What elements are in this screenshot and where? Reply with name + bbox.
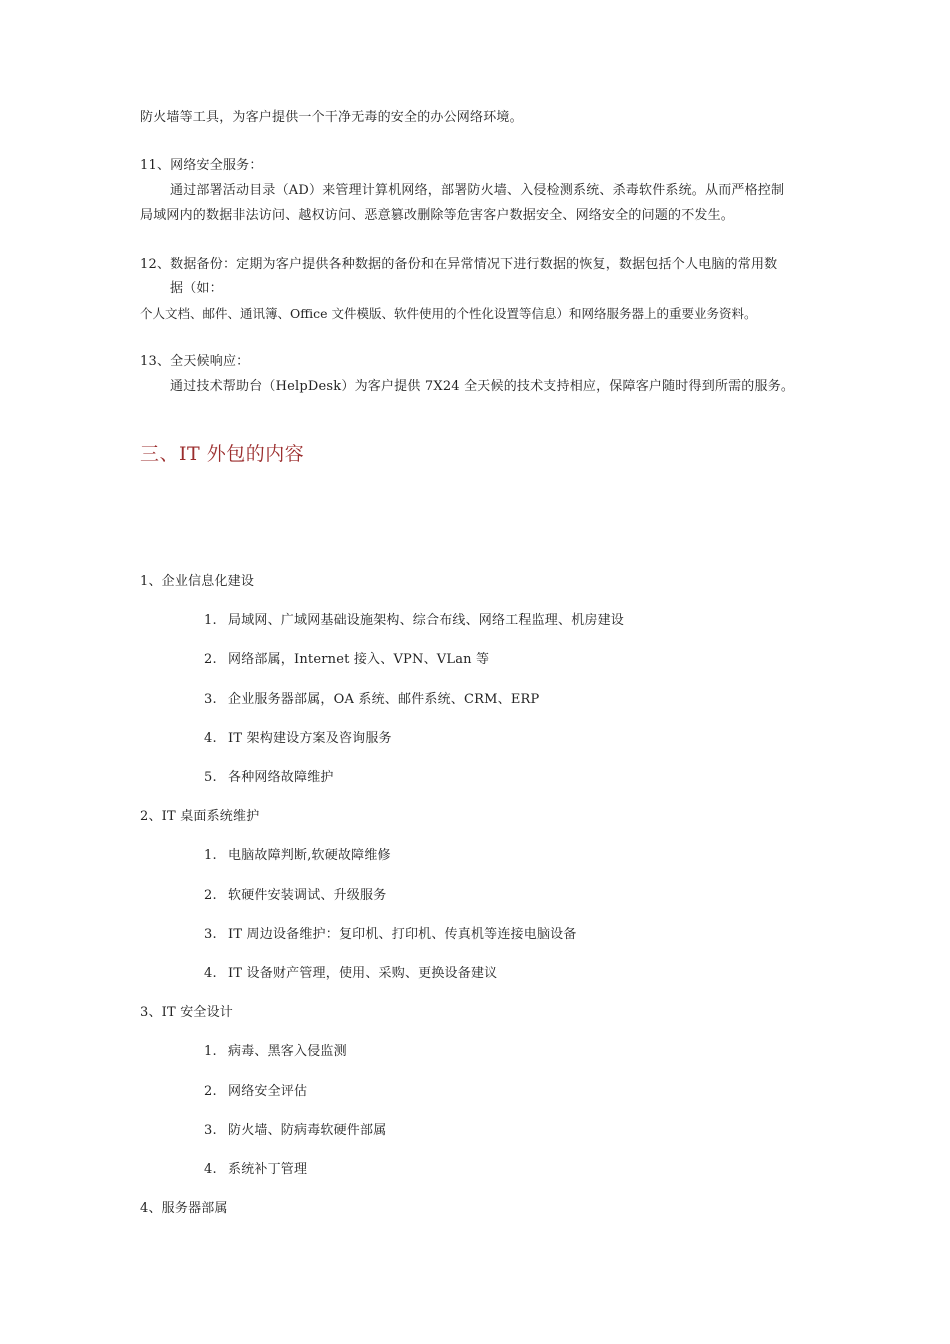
- list-item: [204, 1161, 307, 1179]
- list-item-number: 3.: [204, 692, 217, 707]
- item-11-line-1: 通过部署活动目录（AD）来管理计算机网络，部署防火墙、入侵检测系统、杀毒软件系统。从而严格控制: [170, 183, 785, 198]
- list-item: [204, 651, 489, 669]
- list-item-text: IT 周边设备维护：复印机、打印机、传真机等连接电脑设备: [228, 927, 577, 942]
- item-13-title: 13、全天候响应：: [140, 354, 250, 369]
- list-item-number: 4.: [204, 731, 217, 746]
- group-title: 4、服务器部属: [140, 1201, 228, 1216]
- list-item-text: 网络部属，Internet 接入、VPN、VLan 等: [228, 652, 490, 667]
- item-13-line-1: 通过技术帮助台（HelpDesk）为客户提供 7X24 全天候的技术支持相应，保障客户随时得到所需的服务。: [170, 379, 795, 394]
- list-item: [204, 847, 391, 865]
- list-item: [204, 1083, 307, 1101]
- list-item-text: 防火墙、防病毒软硬件部属: [228, 1123, 387, 1138]
- item-11-line-2: 局域网内的数据非法访问、越权访问、恶意篡改删除等危害客户数据安全、网络安全的问题的不发生。: [140, 208, 735, 223]
- list-item-text: 病毒、黑客入侵监测: [228, 1044, 347, 1059]
- list-item-text: 电脑故障判断,软硬故障维修: [228, 848, 391, 863]
- list-item-number: 2.: [204, 1084, 217, 1099]
- list-item-text: 软硬件安装调试、升级服务: [228, 888, 387, 903]
- list-item-text: 各种网络故障维护: [228, 770, 334, 785]
- group-title: 3、IT 安全设计: [140, 1005, 234, 1020]
- list-item-number: 2.: [204, 652, 217, 667]
- list-item: [204, 926, 577, 944]
- list-item-number: 4.: [204, 1162, 217, 1177]
- list-item-text: 系统补丁管理: [228, 1162, 308, 1177]
- intro-line: 防火墙等工具，为客户提供一个干净无毒的安全的办公网络环境。: [140, 110, 523, 125]
- list-item-text: 企业服务器部属，OA 系统、邮件系统、CRM、ERP: [228, 692, 540, 707]
- list-item: [204, 691, 539, 709]
- list-item-text: 局域网、广域网基础设施架构、综合布线、网络工程监理、机房建设: [228, 613, 625, 628]
- list-item-number: 1.: [204, 1044, 217, 1059]
- list-item-text: IT 设备财产管理，使用、采购、更换设备建议: [228, 966, 498, 981]
- list-item-number: 1.: [204, 613, 217, 628]
- item-12-line-3: 个人文档、邮件、通讯簿、Office 文件模版、软件使用的个性化设置等信息）和网络服务器上的重要业务资料。: [140, 306, 757, 321]
- list-item: [204, 887, 386, 905]
- list-item: [204, 612, 624, 630]
- group-title: 2、IT 桌面系统维护: [140, 809, 260, 824]
- list-item-number: 3.: [204, 1123, 217, 1138]
- item-12-line-1: 12、数据备份：定期为客户提供各种数据的备份和在异常情况下进行数据的恢复，数据包括个人电脑的常用数: [140, 257, 778, 272]
- list-item-text: IT 架构建设方案及咨询服务: [228, 731, 392, 746]
- list-item: [204, 965, 497, 983]
- item-12-line-2: 据（如：: [170, 281, 223, 296]
- group-title: 1、企业信息化建设: [140, 574, 255, 589]
- item-11-title: 11、网络安全服务：: [140, 158, 263, 173]
- list-item: [204, 1122, 386, 1140]
- list-item: [204, 730, 392, 748]
- list-item-number: 2.: [204, 888, 217, 903]
- list-item-number: 5.: [204, 770, 217, 785]
- list-item: [204, 1043, 347, 1061]
- section-heading: 三、IT 外包的内容: [140, 443, 305, 465]
- list-item-number: 4.: [204, 966, 217, 981]
- list-item-text: 网络安全评估: [228, 1084, 308, 1099]
- list-item: [204, 769, 334, 787]
- list-item-number: 1.: [204, 848, 217, 863]
- list-item-number: 3.: [204, 927, 217, 942]
